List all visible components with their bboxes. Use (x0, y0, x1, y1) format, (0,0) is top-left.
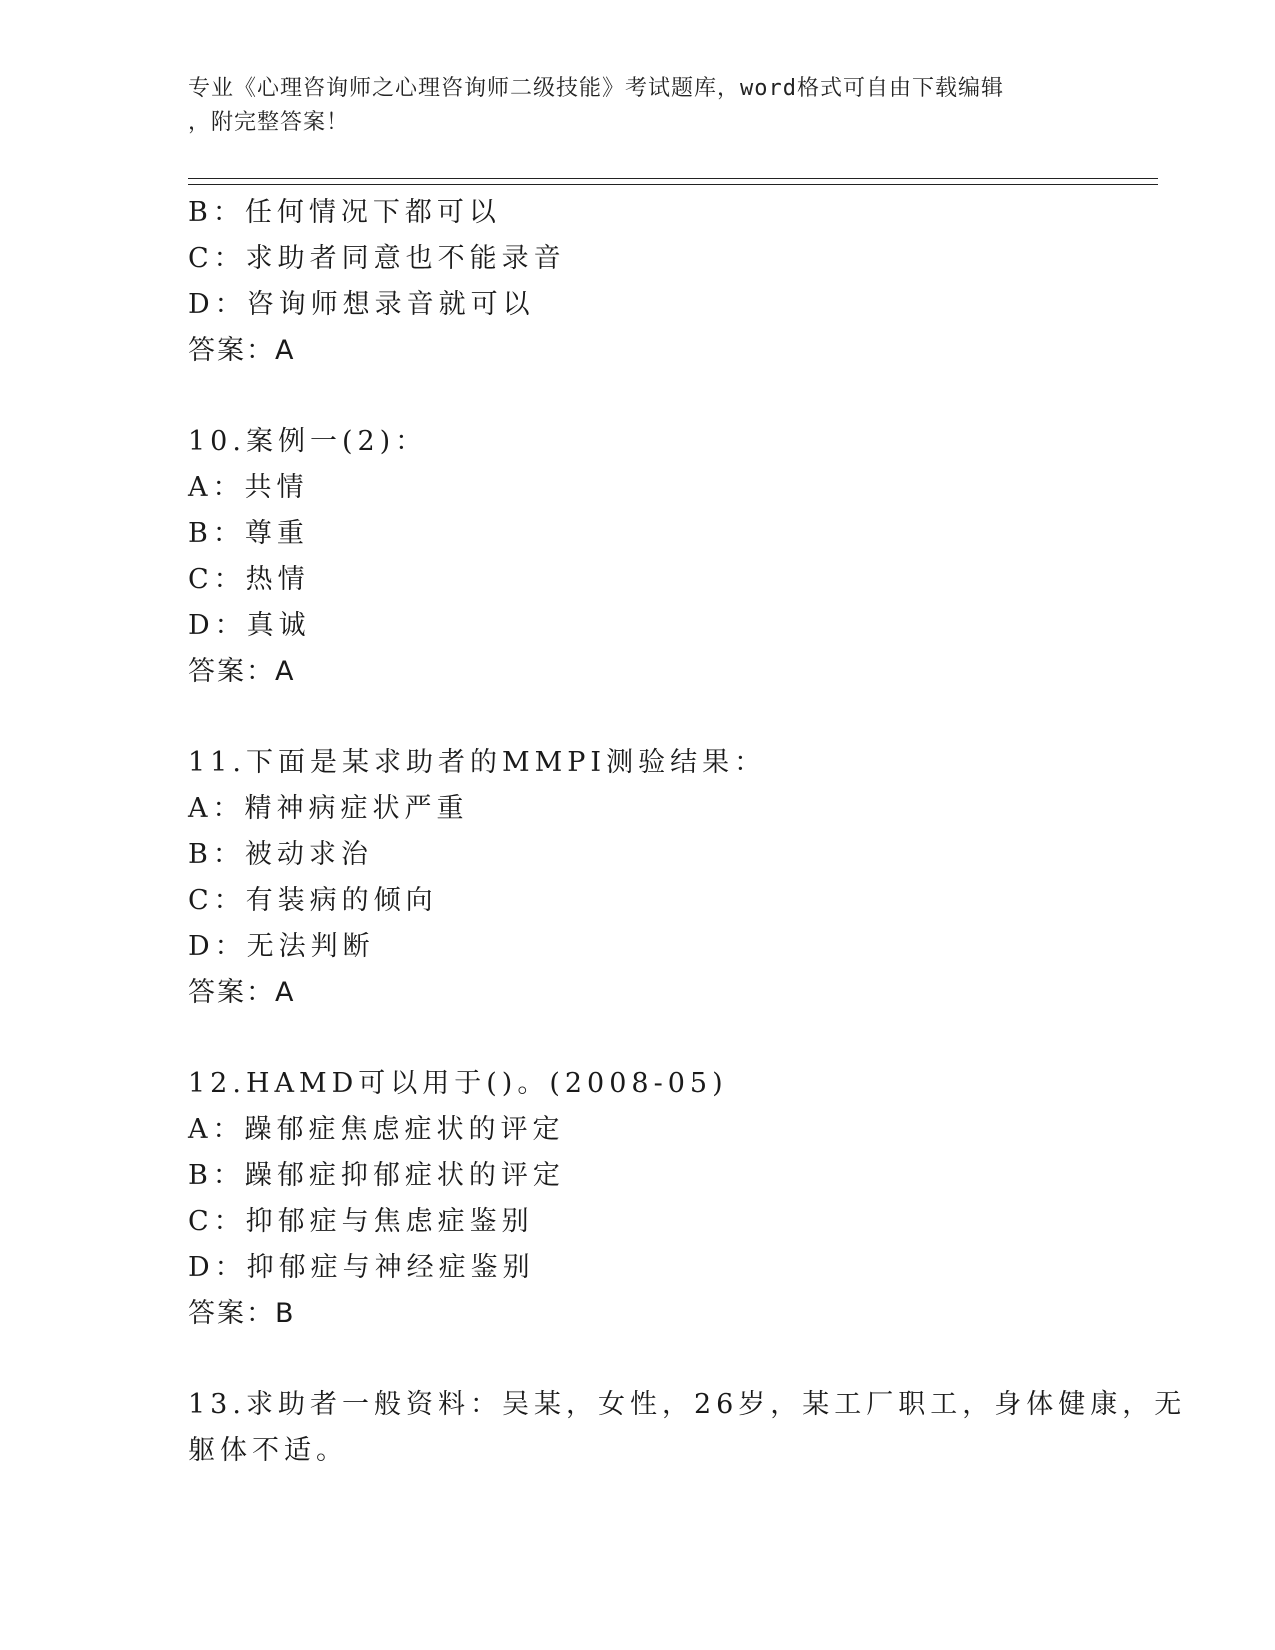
option-d: D：抑郁症与神经症鉴别 (188, 1252, 535, 1283)
option-b: B：任何情况下都可以 (188, 197, 501, 228)
option-a: A：共情 (188, 472, 309, 503)
question-block-11 (188, 740, 1088, 1016)
option-b: B：被动求治 (188, 839, 373, 870)
question-stem: 10.案例一(2)： (188, 426, 428, 457)
question-list (188, 190, 1187, 1474)
answer-line: 答案：A (188, 335, 296, 366)
document-header (188, 72, 1088, 140)
option-c: C：热情 (188, 564, 310, 595)
answer-line: 答案：A (188, 656, 296, 687)
option-a: A：躁郁症焦虑症状的评定 (188, 1114, 565, 1145)
option-b: B：尊重 (188, 518, 309, 549)
option-c: C：抑郁症与焦虑症鉴别 (188, 1206, 534, 1237)
option-c: C：有装病的倾向 (188, 885, 438, 916)
option-a: A：精神病症状严重 (188, 793, 469, 824)
option-d: D：无法判断 (188, 931, 375, 962)
question-stem: 11.下面是某求助者的MMPI测验结果： (188, 747, 767, 778)
question-block-10 (188, 419, 1088, 695)
answer-line: 答案：A (188, 977, 296, 1008)
header-divider-top (188, 178, 1158, 179)
option-d: D：咨询师想录音就可以 (188, 289, 535, 320)
option-b: B：躁郁症抑郁症状的评定 (188, 1160, 565, 1191)
header-line-2: ，附完整答案！ (188, 110, 350, 135)
header-line-1: 专业《心理咨询师之心理咨询师二级技能》考试题库，word格式可自由下载编辑 (188, 76, 1004, 101)
question-stem-line-1: 13.求助者一般资料：吴某，女性，26岁，某工厂职工，身体健康，无 (188, 1389, 1187, 1420)
option-d: D：真诚 (188, 610, 311, 641)
header-divider-bottom (188, 184, 1158, 185)
question-stem-line-2: 躯体不适。 (188, 1435, 348, 1466)
answer-line: 答案：B (188, 1298, 296, 1329)
question-block-13 (188, 1382, 1187, 1474)
question-stem: 12.HAMD可以用于()。(2008-05) (188, 1068, 728, 1099)
option-c: C：求助者同意也不能录音 (188, 243, 566, 274)
question-block-prev (188, 190, 1088, 374)
question-block-12 (188, 1061, 1088, 1337)
